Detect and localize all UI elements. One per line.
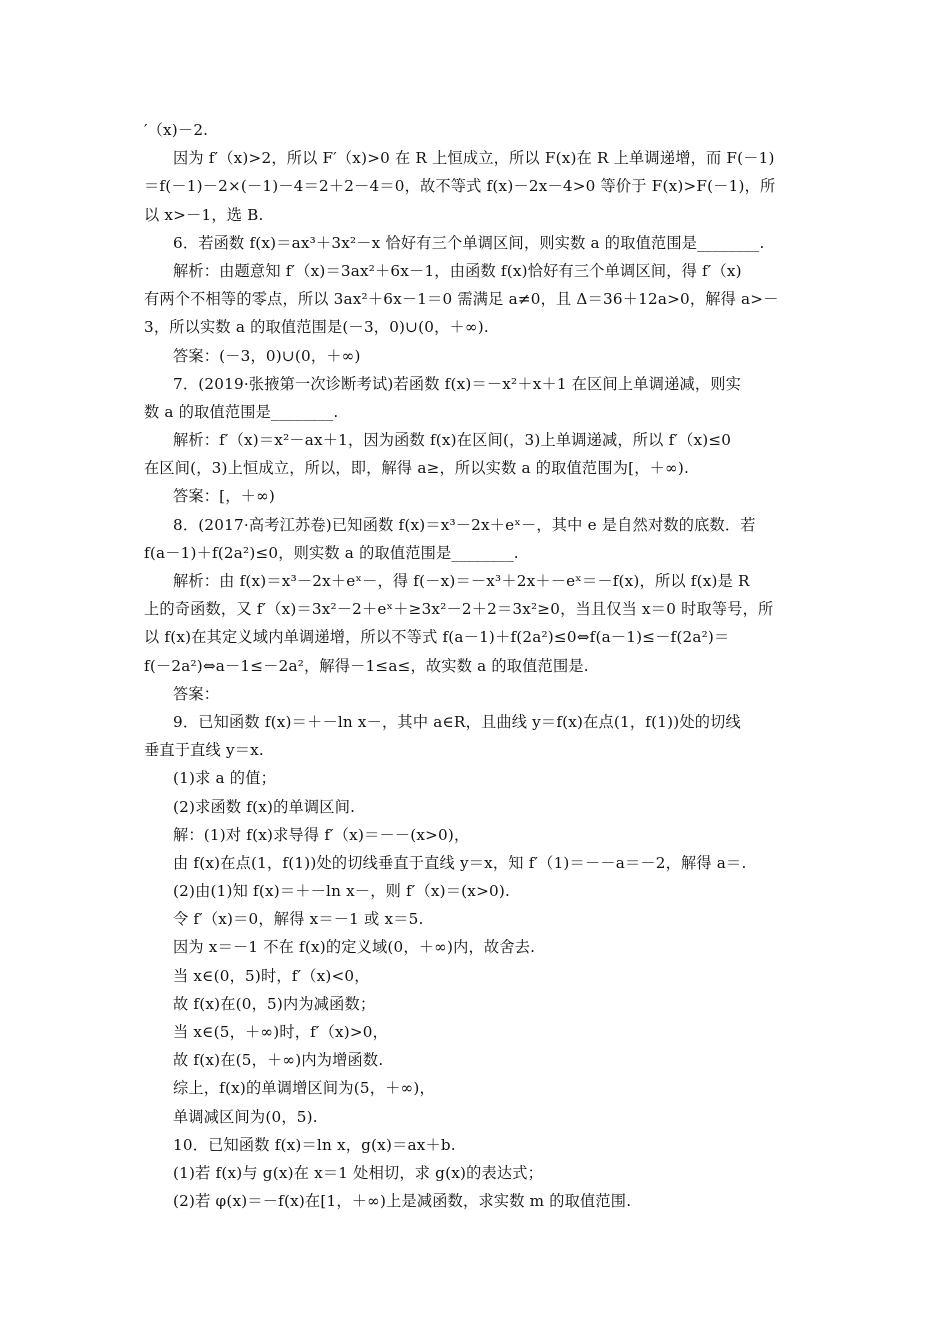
text-line: ′（x)－2.	[144, 121, 209, 139]
text-line: 答案：(－3，0)∪(0，＋∞)	[173, 346, 361, 365]
text-line: 解析：由题意知 f′（x)＝3ax²＋6x－1，由函数 f(x)恰好有三个单调区间，得 f′（x)	[173, 261, 742, 280]
text-line: 7．(2019·张掖第一次诊断考试)若函数 f(x)＝－x²＋x＋1 在区间上单调递减，则实	[173, 374, 742, 393]
text-line: 以 x>－1，选 B.	[144, 205, 264, 224]
text-line: 9．已知函数 f(x)＝＋－ln x－，其中 a∈R，且曲线 y＝f(x)在点(1，f(1))处的切线	[173, 712, 741, 731]
text-line: 数 a 的取值范围是________.	[144, 402, 339, 421]
text-line: 解析：f′（x)＝x²－ax＋1，因为函数 f(x)在区间(，3)上单调递减，所以 f′（x)≤0	[173, 431, 732, 450]
text-line: 当 x∈(5，＋∞)时，f′（x)>0，	[173, 1023, 389, 1041]
text-line: 有两个不相等的零点，所以 3ax²＋6x－1＝0 需满足 a≠0，且 Δ＝36＋12a>0，解得 a>－	[144, 290, 779, 309]
text-line: 因为 x＝－1 不在 f(x)的定义域(0，＋∞)内，故舍去.	[173, 938, 536, 957]
text-line: (1)求 a 的值；	[173, 769, 276, 788]
text-line: (1)若 f(x)与 g(x)在 x＝1 处相切，求 g(x)的表达式；	[173, 1163, 544, 1182]
text-line: 令 f′（x)＝0，解得 x＝－1 或 x＝5.	[173, 910, 424, 929]
text-line: 上的奇函数，又 f′（x)＝3x²－2＋eˣ＋≥3x²－2＋2＝3x²≥0，当且仅当 x＝0 时取等号，所	[144, 600, 774, 619]
text-line: 解析：由 f(x)＝x³－2x＋eˣ－，得 f(－x)＝－x³＋2x＋－eˣ＝－f(x)，所以 f(x)是 R	[173, 572, 750, 590]
text-line: 8．(2017·高考江苏卷)已知函数 f(x)＝x³－2x＋eˣ－，其中 e 是自然对数的底数．若	[173, 515, 756, 534]
text-line: 3，所以实数 a 的取值范围是(－3，0)∪(0，＋∞).	[144, 318, 489, 337]
text-line: 6．若函数 f(x)＝ax³＋3x²－x 恰好有三个单调区间，则实数 a 的取值范围是________.	[173, 233, 765, 252]
text-line: (2)若 φ(x)＝－f(x)在[1，＋∞)上是减函数，求实数 m 的取值范围.	[173, 1192, 632, 1211]
text-line: (2)由(1)知 f(x)＝＋－ln x－，则 f′（x)＝(x>0).	[173, 882, 511, 901]
text-line: 因为 f′（x)>2，所以 F′（x)>0 在 R 上恒成立，所以 F(x)在 R 上单调递增，而 F(－1)	[173, 149, 775, 168]
text-line: ＝f(－1)－2×(－1)－4＝2＋2－4＝0，故不等式 f(x)－2x－4>0 等价于 F(x)>F(－1)，所	[144, 177, 776, 196]
text-line: 答案：[，＋∞)	[173, 487, 276, 506]
text-line: 单调减区间为(0，5).	[173, 1107, 318, 1126]
text-line: 以 f(x)在其定义域内单调递增，所以不等式 f(a－1)＋f(2a²)≤0⇔f(a－1)≤－f(2a²)＝	[144, 628, 730, 647]
text-line: 故 f(x)在(0，5)内为减函数；	[173, 994, 376, 1013]
document-body	[144, 116, 809, 1215]
text-line: (2)求函数 f(x)的单调区间.	[173, 797, 356, 816]
text-line: 垂直于直线 y＝x.	[144, 741, 264, 760]
text-line: 在区间(，3)上恒成立，所以，即，解得 a≥，所以实数 a 的取值范围为[，＋∞).	[144, 459, 689, 478]
text-line: 故 f(x)在(5，＋∞)内为增函数.	[173, 1051, 384, 1070]
text-line: f(a－1)＋f(2a²)≤0，则实数 a 的取值范围是________.	[144, 543, 519, 562]
text-line: 答案：	[173, 684, 220, 703]
text-line: 综上，f(x)的单调增区间为(5，＋∞)，	[173, 1079, 435, 1098]
text-line: 由 f(x)在点(1，f(1))处的切线垂直于直线 y＝x，知 f′（1)＝－－a＝－2，解得 a＝.	[173, 853, 747, 872]
text-line: 10．已知函数 f(x)＝ln x，g(x)＝ax＋b.	[173, 1135, 456, 1154]
text-line: 解：(1)对 f(x)求导得 f′（x)＝－－(x>0)，	[173, 825, 470, 844]
text-line: 当 x∈(0，5)时，f′（x)<0，	[173, 966, 370, 985]
text-line: f(－2a²)⇔a－1≤－2a²，解得－1≤a≤，故实数 a 的取值范围是.	[144, 656, 589, 675]
